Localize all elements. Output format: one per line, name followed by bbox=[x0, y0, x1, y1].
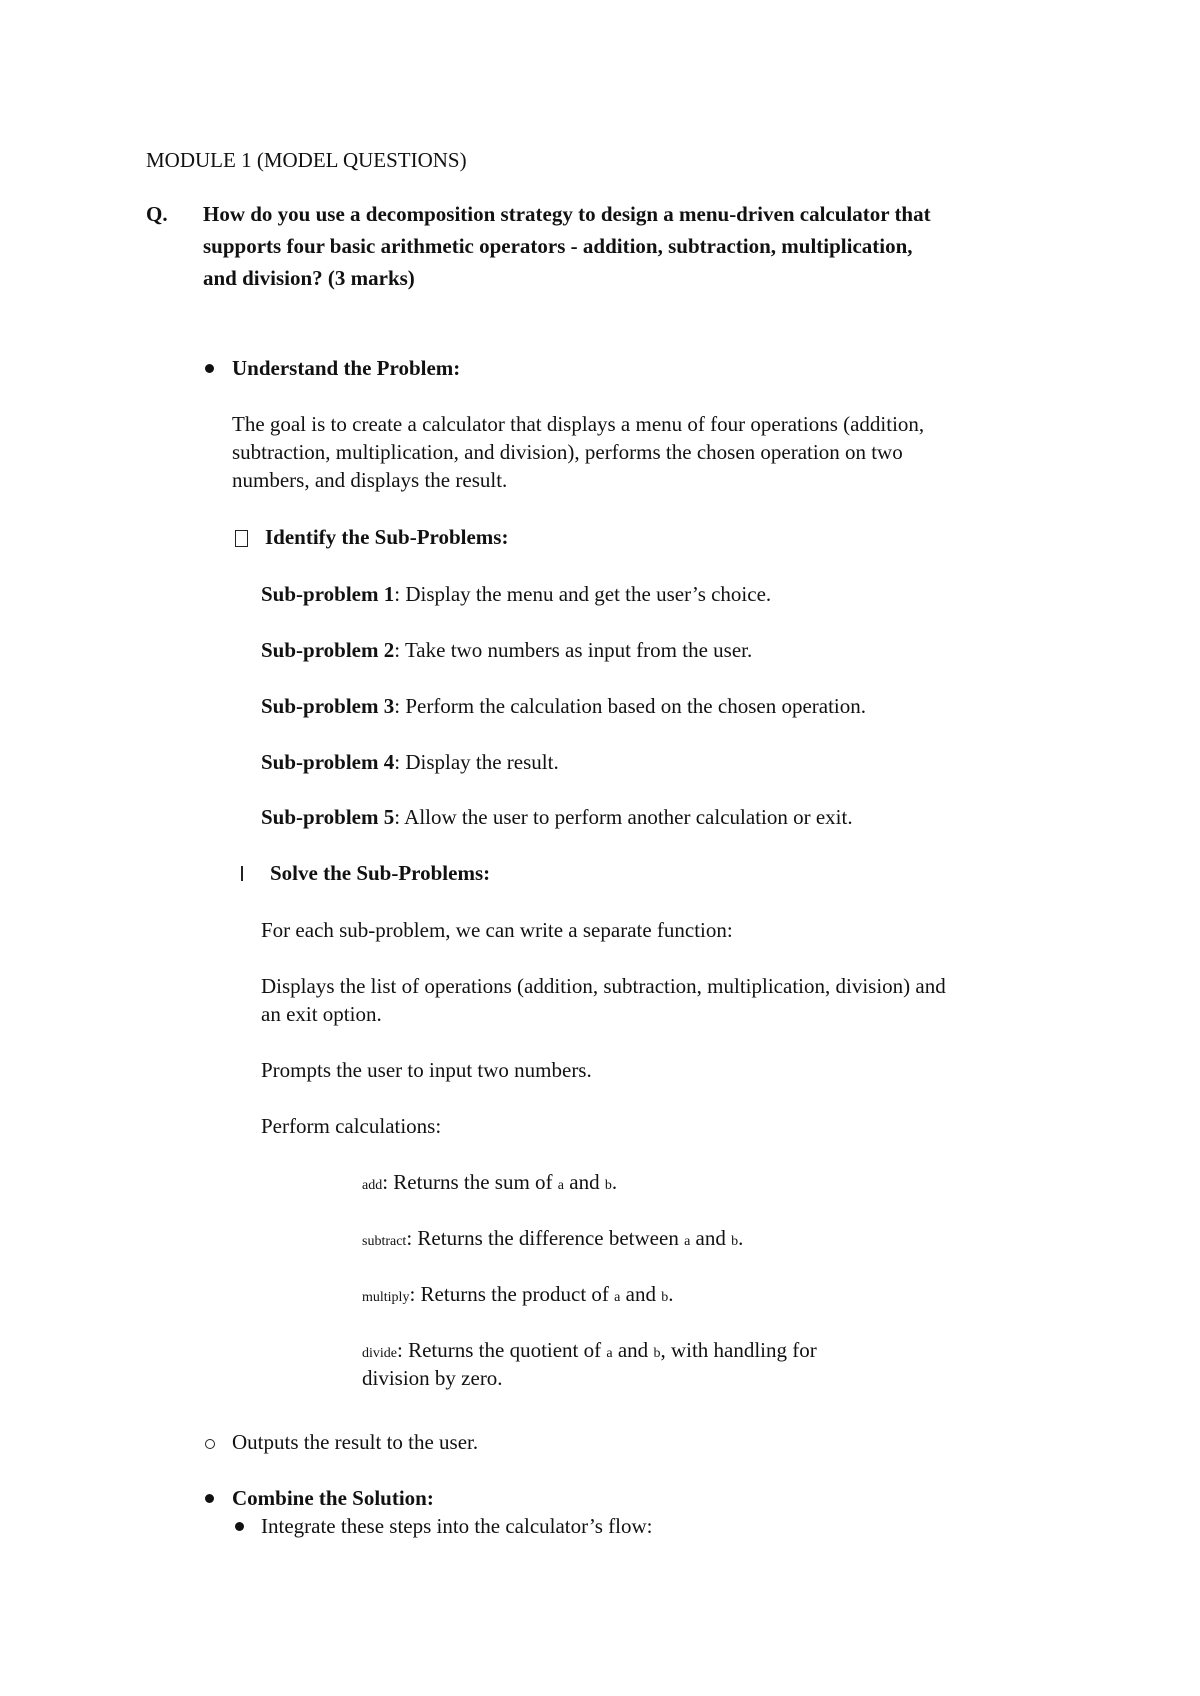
op-name: subtract bbox=[362, 1234, 407, 1249]
subproblem-item bbox=[261, 636, 752, 664]
var-a: a bbox=[557, 1178, 565, 1193]
understand-line-2: subtraction, multiplication, and division), performs the chosen operation on two bbox=[232, 440, 903, 464]
subproblem-item bbox=[261, 580, 771, 608]
solve-display-line-1: Displays the list of operations (addition, subtraction, multiplication, division) and bbox=[261, 974, 946, 998]
understand-line-1: The goal is to create a calculator that displays a menu of four operations (addition, bbox=[232, 412, 925, 436]
op-name: add bbox=[362, 1178, 383, 1193]
question-line-1: How do you use a decomposition strategy to design a menu-driven calculator that bbox=[203, 202, 931, 226]
circle-bullet-icon bbox=[205, 1439, 215, 1449]
subproblem-text: : Take two numbers as input from the user. bbox=[394, 638, 753, 662]
var-b: b bbox=[661, 1290, 669, 1305]
op-name: multiply bbox=[362, 1290, 410, 1305]
subproblem-item bbox=[261, 748, 559, 776]
solve-display-line-2: an exit option. bbox=[261, 1002, 382, 1026]
combine-title: Combine the Solution: bbox=[232, 1486, 434, 1510]
question-line-2: supports four basic arithmetic operators - addition, subtraction, multiplication, bbox=[203, 234, 913, 258]
understand-line-3: numbers, and displays the result. bbox=[232, 468, 508, 492]
op-desc: : Returns the product of bbox=[409, 1282, 615, 1306]
op-end: , with handling for bbox=[660, 1338, 817, 1362]
subproblem-label: Sub-problem 1 bbox=[261, 582, 395, 606]
op-desc: : Returns the sum of bbox=[382, 1170, 558, 1194]
op-name: divide bbox=[362, 1346, 397, 1361]
subproblem-label: Sub-problem 3 bbox=[261, 694, 395, 718]
op-multiply bbox=[362, 1280, 673, 1312]
subproblem-label: Sub-problem 5 bbox=[261, 805, 395, 829]
op-desc: : Returns the quotient of bbox=[397, 1338, 607, 1362]
subproblem-item bbox=[261, 803, 853, 831]
solve-prompt: Prompts the user to input two numbers. bbox=[261, 1058, 592, 1082]
op-subtract bbox=[362, 1224, 743, 1256]
op-and: and bbox=[612, 1338, 654, 1362]
var-a: a bbox=[684, 1234, 691, 1249]
subproblem-label: Sub-problem 4 bbox=[261, 750, 395, 774]
op-divide-cont: division by zero. bbox=[362, 1366, 503, 1390]
identify-title: Identify the Sub-Problems: bbox=[265, 525, 509, 549]
subproblem-text: : Perform the calculation based on the chosen operation. bbox=[394, 694, 866, 718]
solve-perform: Perform calculations: bbox=[261, 1114, 442, 1138]
op-and: and bbox=[564, 1170, 605, 1194]
outputs-text: Outputs the result to the user. bbox=[232, 1430, 479, 1454]
subproblem-text: : Allow the user to perform another calculation or exit. bbox=[394, 805, 853, 829]
var-a: a bbox=[614, 1290, 621, 1305]
subproblem-label: Sub-problem 2 bbox=[261, 638, 395, 662]
bullet-dot-icon bbox=[205, 364, 214, 373]
page-heading: MODULE 1 (MODEL QUESTIONS) bbox=[146, 148, 467, 172]
solve-title: Solve the Sub-Problems: bbox=[270, 861, 491, 885]
op-end: . bbox=[611, 1170, 618, 1194]
combine-sub: Integrate these steps into the calculator’s flow: bbox=[261, 1514, 653, 1538]
question-line-3: and division? (3 marks) bbox=[203, 266, 415, 290]
op-and: and bbox=[690, 1226, 732, 1250]
question-label: Q. bbox=[146, 202, 168, 226]
bullet-dot-icon bbox=[205, 1494, 214, 1503]
var-b: b bbox=[731, 1234, 739, 1249]
bullet-dot-icon bbox=[235, 1522, 244, 1531]
square-bullet-icon bbox=[235, 530, 248, 547]
op-end: . bbox=[668, 1282, 674, 1306]
op-add bbox=[362, 1168, 617, 1200]
subproblem-text: : Display the result. bbox=[394, 750, 559, 774]
subproblem-text: : Display the menu and get the user’s choice. bbox=[394, 582, 772, 606]
var-b: b bbox=[653, 1346, 661, 1361]
op-and: and bbox=[620, 1282, 662, 1306]
var-b: b bbox=[604, 1178, 612, 1193]
var-a: a bbox=[606, 1346, 613, 1361]
op-desc: : Returns the difference between bbox=[406, 1226, 685, 1250]
subproblem-item bbox=[261, 692, 866, 720]
solve-intro: For each sub-problem, we can write a separate function: bbox=[261, 918, 733, 942]
bar-bullet-icon bbox=[241, 866, 243, 881]
op-end: . bbox=[738, 1226, 744, 1250]
understand-title: Understand the Problem: bbox=[232, 356, 461, 380]
